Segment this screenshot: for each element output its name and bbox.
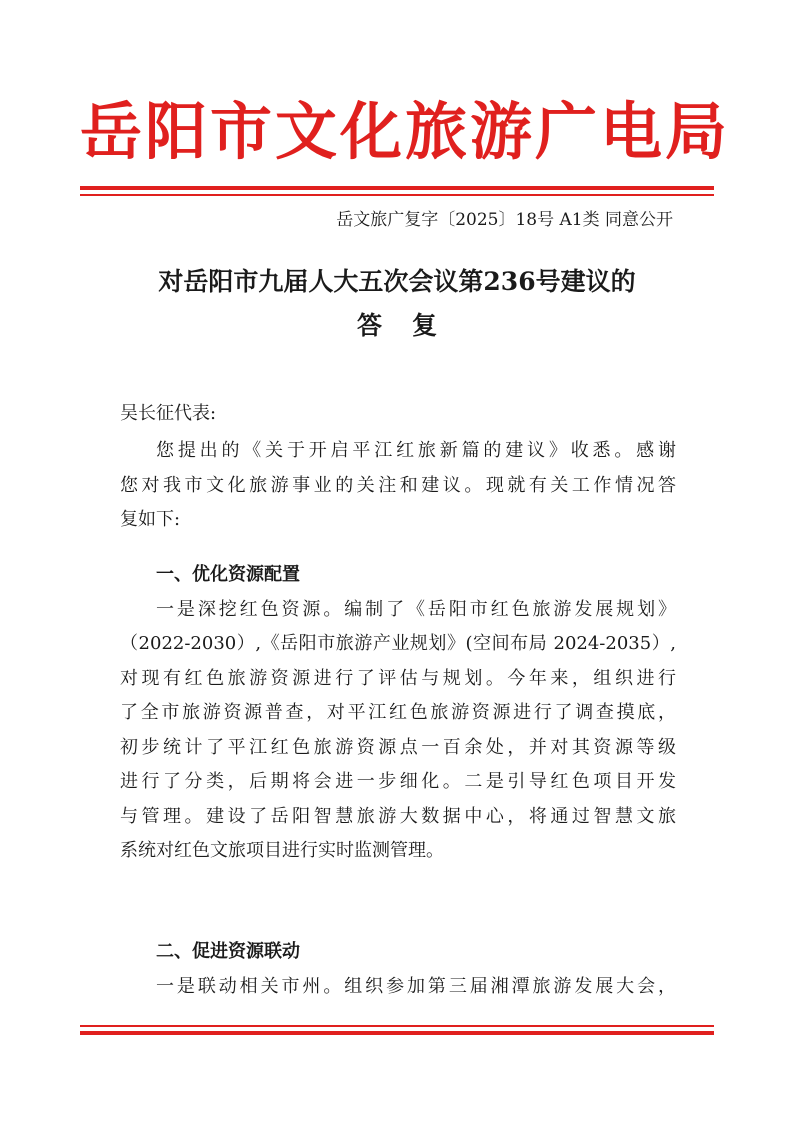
letterhead-rule-thick xyxy=(80,186,714,190)
paragraph-line: 一是联动相关市州。组织参加第三届湘潭旅游发展大会， xyxy=(156,975,676,997)
opening-paragraph xyxy=(120,434,676,538)
footer-rule-thick xyxy=(80,1031,714,1035)
document-title-line-2: 答复 xyxy=(356,311,467,340)
salutation: 吴长征代表: xyxy=(120,403,217,424)
document-title-line-1: 对岳阳市九届人大五次会议第236号建议的 xyxy=(158,267,636,296)
paragraph-line: 您提出的《关于开启平江红旅新篇的建议》收悉。感谢 xyxy=(156,440,676,461)
document-number: 岳文旅广复字〔2025〕18号 A1类 同意公开 xyxy=(336,210,673,230)
footer-rule-thin xyxy=(80,1025,714,1027)
paragraph-line: 复如下: xyxy=(120,509,181,530)
paragraph-line: 进行了分类，后期将会进一步细化。二是引导红色项目开发 xyxy=(120,771,676,792)
section-2 xyxy=(120,935,676,1004)
section-heading: 一、优化资源配置 xyxy=(156,564,300,585)
paragraph-line: 对现有红色旅游资源进行了评估与规划。今年来，组织进行 xyxy=(120,667,676,689)
paragraph-line: 与管理。建设了岳阳智慧旅游大数据中心，将通过智慧文旅 xyxy=(120,805,676,827)
salutation-block xyxy=(120,397,676,432)
paragraph-line: 系统对红色文旅项目进行实时监测管理。 xyxy=(120,840,444,861)
paragraph-line: 一是深挖红色资源。编制了《岳阳市红色旅游发展规划》 xyxy=(156,598,676,620)
paragraph-line: 了全市旅游资源普查，对平江红色旅游资源进行了调查摸底， xyxy=(120,702,676,723)
paragraph-line: （2022-2030）,《岳阳市旅游产业规划》(空间布局 2024-2035）, xyxy=(120,633,676,654)
section-1 xyxy=(120,558,676,869)
paragraph-line: 您对我市文化旅游事业的关注和建议。现就有关工作情况答 xyxy=(120,474,676,496)
paragraph-line: 初步统计了平江红色旅游资源点一百余处，并对其资源等级 xyxy=(120,736,676,758)
letterhead-rule-thin xyxy=(80,194,714,196)
section-heading: 二、促进资源联动 xyxy=(156,941,300,962)
letterhead-title: 岳阳市文化旅游广电局 xyxy=(80,95,731,168)
